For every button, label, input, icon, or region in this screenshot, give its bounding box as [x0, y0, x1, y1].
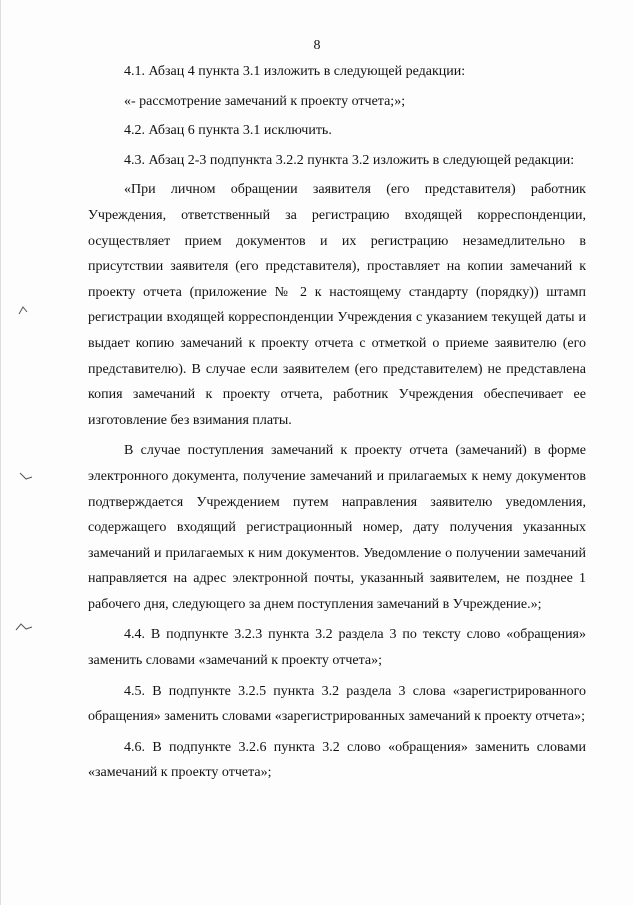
- paragraph-4-3: 4.3. Абзац 2-3 подпункта 3.2.2 пункта 3.2 изложить в следующей редакции:: [124, 152, 575, 168]
- document-body: [88, 59, 586, 786]
- paragraph-4-1: 4.1. Абзац 4 пункта 3.1 изложить в следующей редакции:: [124, 64, 466, 79]
- margin-scan-mark: [14, 620, 34, 634]
- scan-edge-line: [0, 0, 1, 905]
- paragraph-personal-appeal: «При личном обращении заявителя (его представителя) работник Учреждения, ответственный за регистрацию входящей корреспонденции, осуществляет прием документов и их регистрацию незамедлительно в присутствии заявителя (его представителя), проставляет на копии замечаний к проекту отчета (приложение № 2 к настоящему стандарту (порядку)) штамп регистрации входящей корреспонденции Учреждения с указанием текущей даты и выдает копию замечаний к проекту отчета с отметкой о приеме заявителю (его представителю). В случае если заявителем (его представителем) не представлена копия замечаний к проекту отчета, работник Учреждения обеспечивает ее изготовление без взимания платы.: [88, 182, 586, 428]
- margin-scan-mark: [18, 470, 34, 484]
- paragraph-quote-review: «- рассмотрение замечаний к проекту отчета;»;: [124, 93, 406, 109]
- paragraph-4-6: 4.6. В подпункте 3.2.6 пункта 3.2 слово «обращения» заменить словами «замечаний к проекту отчета»;: [88, 739, 586, 781]
- paragraph-4-5: 4.5. В подпункте 3.2.5 пункта 3.2 раздела 3 слова «зарегистрированного обращения» заменить словами «зарегистрированных замечаний к проекту отчета»;: [88, 683, 586, 725]
- paragraph-4-2: 4.2. Абзац 6 пункта 3.1 исключить.: [124, 123, 332, 139]
- paragraph-electronic-document: В случае поступления замечаний к проекту отчета (замечаний) в форме электронного документа, получение замечаний и прилагаемых к нему документов подтверждается Учреждением путем направления заявителю уведомления, содержащего входящий регистрационный номер, дату получения указанных замечаний и прилагаемых к ним документов. Уведомление о получении замечаний направляется на адрес электронной почты, указанный заявителем, не позднее 1 рабочего дня, следующего за днем поступления замечаний в Учреждение.»;: [88, 443, 586, 612]
- page-number: 8: [313, 38, 321, 53]
- paragraph-4-4: 4.4. В подпункте 3.2.3 пункта 3.2 раздела 3 по тексту слово «обращения» заменить словами «замечаний к проекту отчета»;: [88, 627, 586, 669]
- margin-scan-mark: [16, 303, 30, 317]
